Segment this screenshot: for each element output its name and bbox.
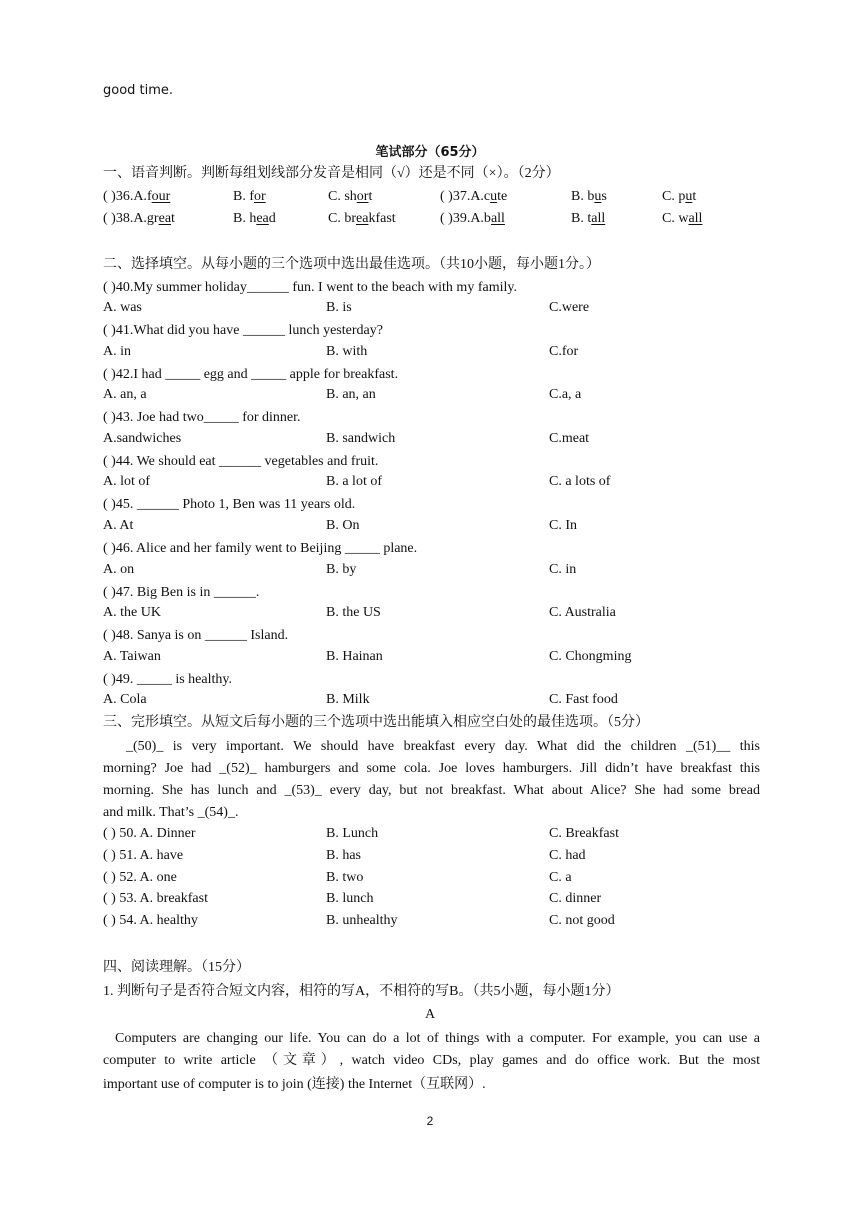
option-a: A. an, a — [103, 387, 147, 402]
option-c: C. In — [549, 518, 577, 533]
question-stem: ( )41.What did you have ______ lunch yesterday? — [103, 323, 383, 338]
question-stem: ( )43. Joe had two_____ for dinner. — [103, 410, 301, 425]
option-a: A. lot of — [103, 474, 151, 489]
option-a: ( ) 51. A. have — [103, 848, 184, 863]
option-b: B. Lunch — [326, 826, 379, 841]
option-a: ( ) 52. A. one — [103, 870, 177, 885]
q36: ( )36.A.four — [103, 189, 171, 204]
option-c: C.meat — [549, 431, 590, 446]
option-b: B. by — [326, 562, 357, 577]
option-a: A. was — [103, 300, 142, 315]
option-a: ( ) 53. A. breakfast — [103, 891, 208, 906]
question-stem: ( )42.I had _____ egg and _____ apple for breakfast. — [103, 367, 399, 382]
option-b: B. is — [326, 300, 352, 315]
option-c: C.a, a — [549, 387, 582, 402]
question-stem: ( )49. _____ is healthy. — [103, 672, 232, 687]
q37-option-c: C. put — [662, 189, 697, 204]
passage-line: morning? Joe had _(52)_ hamburgers and some cola. Joe loves hamburgers. Jill didn’t have breakfast this — [103, 761, 760, 776]
option-c: C. Australia — [549, 605, 616, 620]
option-c: C. had — [549, 848, 586, 863]
option-a: ( ) 54. A. healthy — [103, 913, 198, 928]
part4-heading: 四、阅读理解。（15分） — [103, 960, 250, 975]
option-c: C. Chongming — [549, 649, 632, 664]
option-b: B. has — [326, 848, 361, 863]
carryover-text: good time. — [103, 83, 174, 98]
option-a: A. Taiwan — [103, 649, 161, 664]
section-title: 笔试部分（65分） — [375, 145, 485, 160]
option-b: B. a lot of — [326, 474, 382, 489]
option-b: B. On — [326, 518, 360, 533]
q38-option-b: B. head — [233, 211, 276, 226]
passage-line: computer to write article （文章）, watch video CDs, play games and do office work. But the most — [103, 1053, 760, 1068]
option-b: B. unhealthy — [326, 913, 398, 928]
option-a: A. on — [103, 562, 135, 577]
passage-line: _(50)_ is very important. We should have breakfast every day. What did the children _(51)__ this — [126, 739, 760, 754]
option-a: A. At — [103, 518, 134, 533]
option-c: C. Breakfast — [549, 826, 619, 841]
option-c: C. a — [549, 870, 572, 885]
part2-heading: 二、选择填空。从每小题的三个选项中选出最佳选项。（共10小题，每小题1分。） — [103, 257, 600, 272]
q37: ( )37.A.cute — [440, 189, 508, 204]
passage-line: Computers are changing our life. You can do a lot of things with a computer. For example, you can use a — [115, 1031, 760, 1046]
q36-option-c: C. short — [328, 189, 373, 204]
option-a: A. Cola — [103, 692, 147, 707]
q38-option-c: C. breakfast — [328, 211, 396, 226]
option-b: B. two — [326, 870, 364, 885]
q39-option-b: B. tall — [571, 211, 606, 226]
page-number: 2 — [426, 1114, 434, 1128]
part4-subheading: 1. 判断句子是否符合短文内容，相符的写A，不相符的写B。（共5小题，每小题1分） — [103, 984, 620, 999]
option-c: C. dinner — [549, 891, 602, 906]
passage-line: morning. She has lunch and _(53)_ every day, but not breakfast. What about Alice? She had some bread — [103, 783, 760, 798]
q37-option-b: B. bus — [571, 189, 607, 204]
q39-option-c: C. wall — [662, 211, 703, 226]
option-b: B. Hainan — [326, 649, 383, 664]
passage-line: and milk. That’s _(54)_. — [103, 805, 239, 820]
option-c: C. a lots of — [549, 474, 611, 489]
option-a: ( ) 50. A. Dinner — [103, 826, 196, 841]
part1-heading: 一、语音判断。判断每组划线部分发音是相同（√）还是不同（×）。（2分） — [103, 166, 560, 181]
q38: ( )38.A.great — [103, 211, 175, 226]
option-a: A. in — [103, 344, 131, 359]
question-stem: ( )40.My summer holiday______ fun. I went to the beach with my family. — [103, 280, 517, 295]
option-c: C.were — [549, 300, 590, 315]
passage-label: A — [424, 1007, 436, 1022]
option-b: B. sandwich — [326, 431, 396, 446]
option-c: C. not good — [549, 913, 615, 928]
passage-line: important use of computer is to join (连接) the Internet（互联网）. — [103, 1077, 486, 1092]
option-b: B. lunch — [326, 891, 374, 906]
option-c: C. Fast food — [549, 692, 618, 707]
question-stem: ( )46. Alice and her family went to Beijing _____ plane. — [103, 541, 418, 556]
option-a: A.sandwiches — [103, 431, 182, 446]
q39: ( )39.A.ball — [440, 211, 505, 226]
option-b: B. Milk — [326, 692, 370, 707]
option-b: B. the US — [326, 605, 381, 620]
option-c: C.for — [549, 344, 579, 359]
question-stem: ( )45. ______ Photo 1, Ben was 11 years old. — [103, 497, 356, 512]
part3-heading: 三、完形填空。从短文后每小题的三个选项中选出能填入相应空白处的最佳选项。（5分） — [103, 715, 649, 730]
question-stem: ( )48. Sanya is on ______ Island. — [103, 628, 289, 643]
q36-option-b: B. for — [233, 189, 266, 204]
option-a: A. the UK — [103, 605, 161, 620]
option-c: C. in — [549, 562, 577, 577]
question-stem: ( )47. Big Ben is in ______. — [103, 585, 260, 600]
option-b: B. with — [326, 344, 368, 359]
question-stem: ( )44. We should eat ______ vegetables and fruit. — [103, 454, 379, 469]
option-b: B. an, an — [326, 387, 376, 402]
